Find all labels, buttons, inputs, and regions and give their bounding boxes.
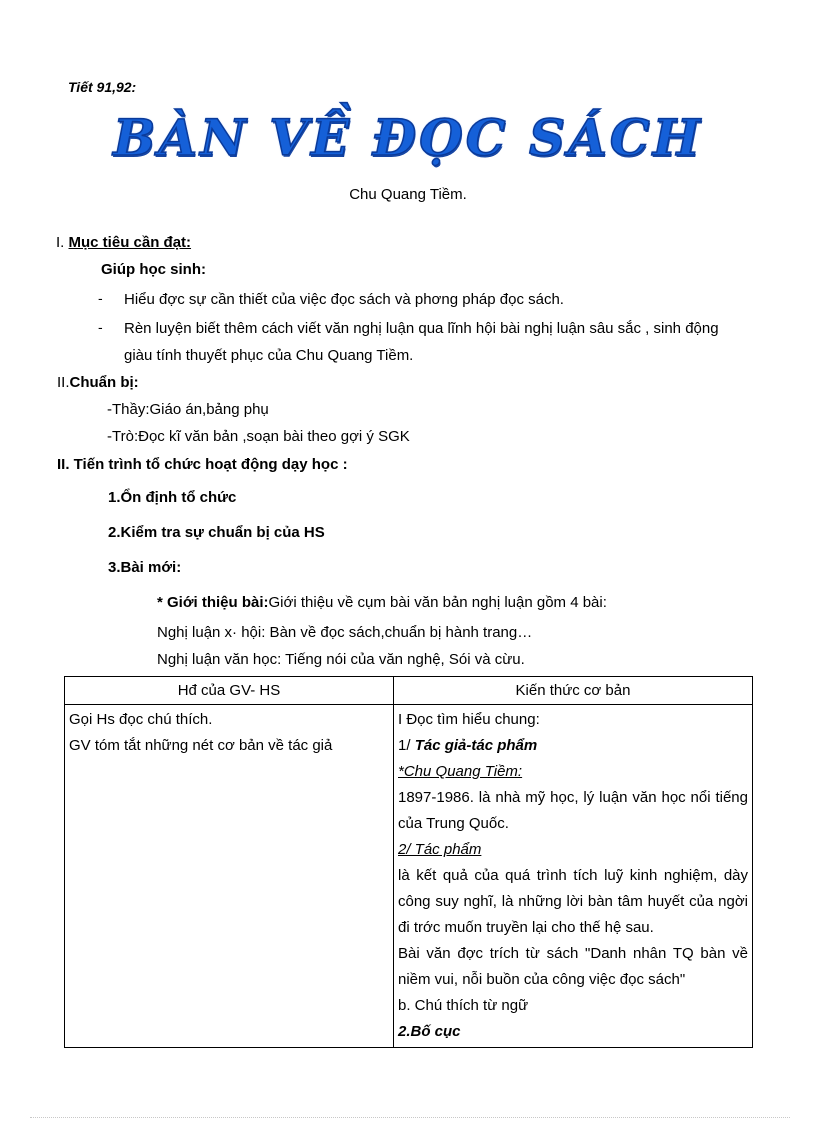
activity-1: Gọi Hs đọc chú thích. [69, 711, 213, 728]
author-bio: 1897-1986. là nhà mỹ học, lý luận văn học nổi tiếng của Trung Quốc. [398, 789, 748, 832]
work-subheading: 2/ Tác phẩm [398, 841, 482, 858]
activities-cell [65, 705, 394, 1048]
prep-student: -Trò:Đọc kĩ văn bản ,soạn bài theo gợi ý SGK [107, 428, 410, 445]
objective-2-cont: giàu tính thuyết phục của Chu Quang Tiềm. [124, 347, 414, 364]
knowledge-subheading-1 [398, 733, 748, 759]
table-header-row [65, 677, 753, 705]
objective-2: Rèn luyện biết thêm cách viết văn nghị luận qua lĩnh hội bài nghị luận sâu sắc , sinh động [124, 320, 719, 337]
section-2-numeral: II. [57, 374, 70, 391]
document-title: BÀN VỀ ĐỌC SÁCH [113, 108, 703, 167]
work-source: Bài văn đợc trích từ sách "Danh nhân TQ bàn về niềm vui, nỗi buồn của công việc đọc sách" [398, 945, 748, 988]
column-header-knowledge: Kiến thức cơ bản [394, 677, 753, 705]
section-1-numeral: I. [56, 234, 69, 251]
section-2-title: Chuẩn bị: [69, 374, 139, 391]
lesson-number: Tiết 91,92: [68, 79, 137, 95]
intro-line-3: Nghị luận văn học: Tiếng nói của văn nghệ, Sói và cừu. [157, 651, 525, 668]
glossary-item: b. Chú thích từ ngữ [398, 997, 529, 1014]
prep-teacher: -Thầy:Giáo án,bảng phụ [107, 401, 269, 418]
step-3: 3.Bài mới: [108, 559, 182, 576]
activity-2: GV tóm tắt những nét cơ bản về tác giả [69, 737, 333, 754]
step-1: 1.Ổn định tổ chức [108, 489, 237, 506]
step-2: 2.Kiểm tra sự chuẩn bị của HS [108, 524, 325, 541]
bullet-dash-icon: - [98, 319, 103, 335]
column-header-activities: Hđ của GV- HS [65, 677, 394, 705]
intro-text: Giới thiệu về cụm bài văn bản nghị luận gồm 4 bài: [268, 594, 607, 611]
author-subheading: *Chu Quang Tiềm: [398, 763, 523, 780]
intro-label: * Giới thiệu bài: [157, 594, 269, 611]
intro-line [157, 594, 607, 611]
section-1-heading [56, 234, 191, 251]
section-2-heading [57, 374, 139, 391]
page-divider [30, 1117, 790, 1118]
subheading-1-text: Tác giả-tác phẩm [414, 737, 538, 754]
section-1-sub: Giúp học sinh: [101, 261, 206, 278]
table-row [65, 705, 753, 1048]
knowledge-cell [394, 705, 753, 1048]
section-3-heading: II. Tiến trình tổ chức hoạt động dạy học : [57, 456, 348, 473]
author-name: Chu Quang Tiềm. [349, 186, 467, 203]
work-description: là kết quả của quá trình tích luỹ kinh nghiệm, dày công suy nghĩ, là những lời bàn tâm huyết của ngời đi trớc muốn truyền lại cho thế hệ sau. [398, 867, 748, 936]
subheading-1-num: 1/ [398, 737, 415, 754]
lesson-table [64, 676, 753, 1048]
section-1-title: Mục tiêu cần đạt: [68, 234, 192, 251]
intro-line-2: Nghị luận x· hội: Bàn về đọc sách,chuẩn bị hành trang… [157, 624, 533, 641]
objective-1: Hiểu đợc sự cần thiết của việc đọc sách và phơng pháp đọc sách. [124, 291, 564, 308]
bullet-dash-icon: - [98, 290, 103, 306]
layout-heading: 2.Bố cục [398, 1023, 461, 1040]
knowledge-heading: I Đọc tìm hiểu chung: [398, 711, 540, 728]
